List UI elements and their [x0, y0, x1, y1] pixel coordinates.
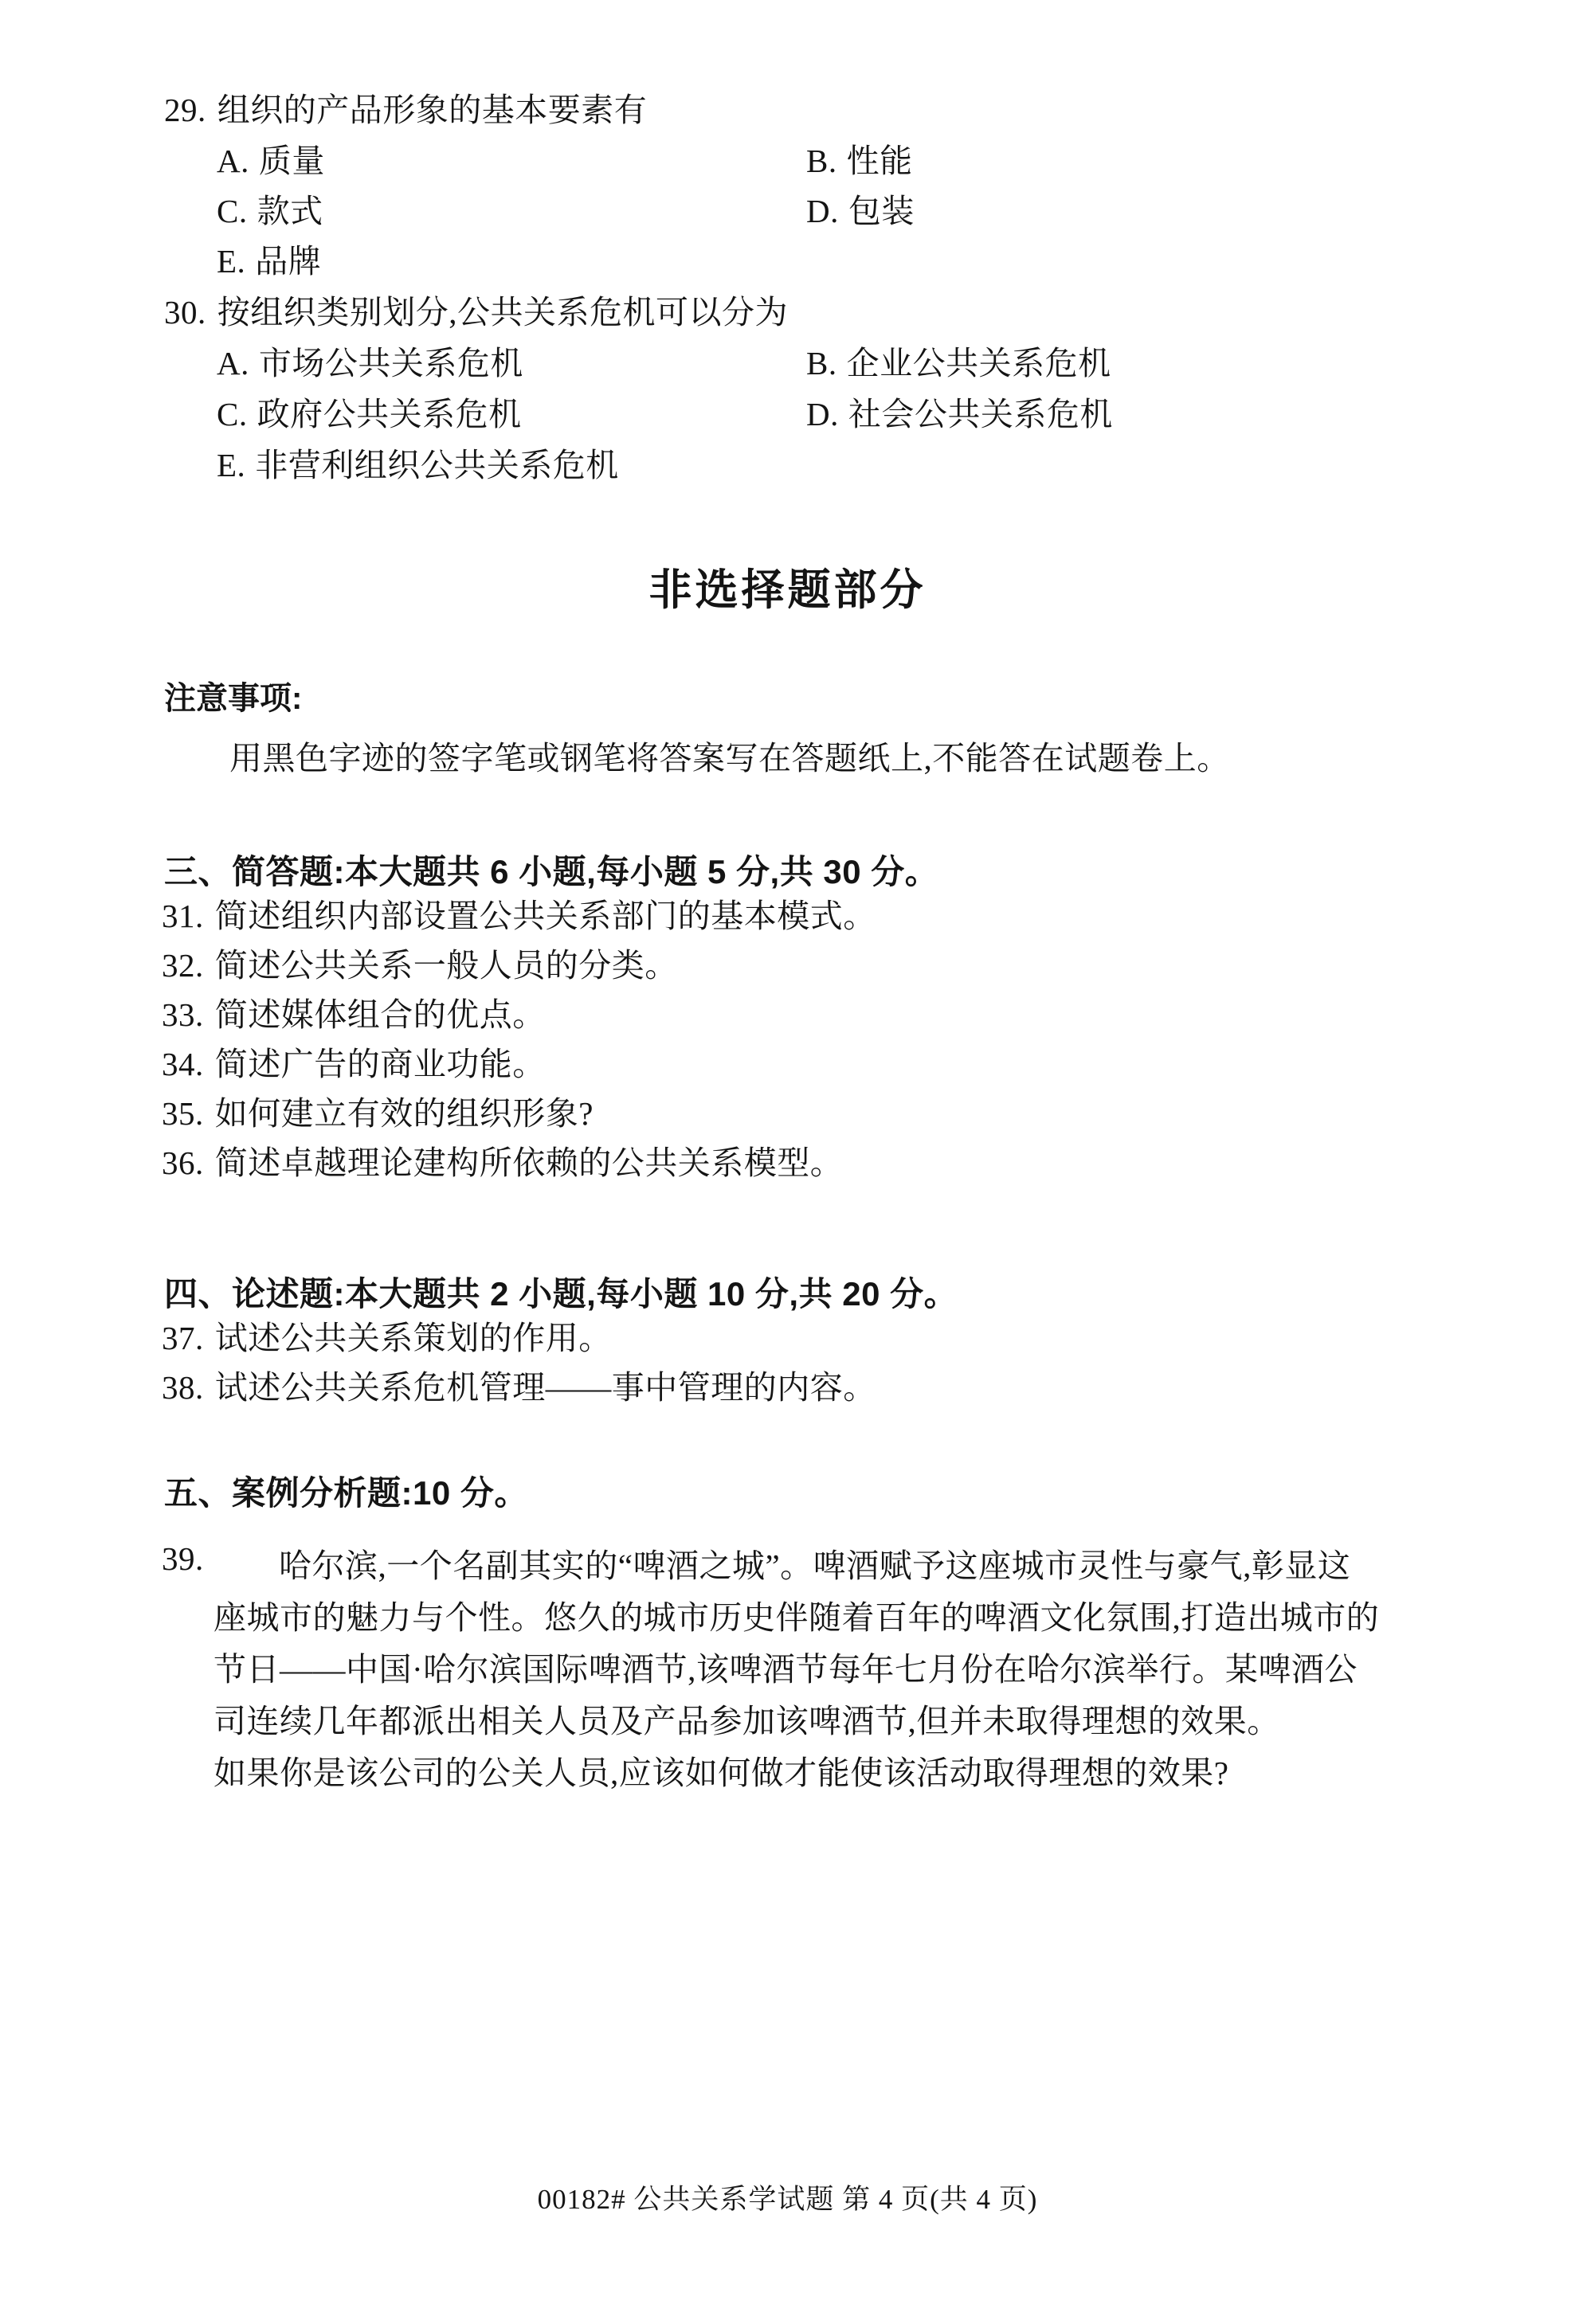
question-30-option-d	[806, 395, 1113, 434]
question-32-text: 简述公共关系一般人员的分类。	[214, 947, 678, 984]
question-33-text: 简述媒体组合的优点。	[214, 996, 546, 1033]
question-32-number: 32.	[162, 947, 204, 984]
question-38-text: 试述公共关系危机管理——事中管理的内容。	[214, 1369, 876, 1406]
question-29-option-c	[217, 192, 323, 231]
question-39-line-1: 哈尔滨,一个名副其实的“啤酒之城”。啤酒赋予这座城市灵性与豪气,彰显这	[279, 1547, 1351, 1584]
question-33-number: 33.	[162, 996, 204, 1033]
option-a-text: 市场公共关系危机	[258, 345, 523, 381]
notice-body: 用黑色字迹的签字笔或钢笔将答案写在答题纸上,不能答在试题卷上。	[229, 740, 1230, 777]
question-38	[162, 1368, 876, 1407]
question-29-stem	[164, 91, 647, 130]
question-30-option-c	[217, 395, 522, 434]
question-32	[162, 946, 678, 985]
section-3-heading: 三、简答题:本大题共 6 小题,每小题 5 分,共 30 分。	[164, 853, 939, 890]
question-30-text: 按组织类别划分,公共关系危机可以分为	[217, 294, 788, 331]
question-29-option-b	[806, 142, 913, 181]
question-29-option-e	[217, 242, 321, 281]
question-34-text: 简述广告的商业功能。	[214, 1046, 546, 1082]
option-b-label: B.	[806, 345, 837, 381]
question-39-number: 39.	[162, 1540, 204, 1577]
option-a-text: 质量	[258, 143, 325, 179]
option-a-label: A.	[217, 345, 249, 381]
question-29-number: 29.	[164, 92, 206, 128]
question-35-text: 如何建立有效的组织形象?	[214, 1095, 594, 1132]
part-heading: 非选择题部分	[648, 566, 927, 614]
option-c-text: 款式	[257, 193, 323, 229]
question-36	[162, 1144, 843, 1183]
option-d-label: D.	[806, 396, 839, 432]
section-5-heading: 五、案例分析题:10 分。	[164, 1474, 528, 1512]
question-34	[162, 1045, 546, 1084]
question-39-line-3: 节日——中国·哈尔滨国际啤酒节,该啤酒节每年七月份在哈尔滨举行。某啤酒公	[214, 1651, 1358, 1688]
option-d-label: D.	[806, 193, 839, 229]
option-c-text: 政府公共关系危机	[257, 396, 522, 432]
option-d-text: 社会公共关系危机	[848, 396, 1113, 432]
question-37	[162, 1319, 612, 1358]
question-30-option-a	[217, 344, 523, 383]
question-31-number: 31.	[162, 898, 204, 934]
question-39-line-4: 司连续几年都派出相关人员及产品参加该啤酒节,但并未取得理想的效果。	[214, 1703, 1280, 1739]
option-b-text: 性能	[846, 143, 913, 179]
option-b-text: 企业公共关系危机	[846, 345, 1111, 381]
option-b-label: B.	[806, 143, 837, 179]
option-e-text: 非营利组织公共关系危机	[255, 447, 619, 483]
option-d-text: 包装	[848, 193, 915, 229]
option-c-label: C.	[217, 396, 248, 432]
question-37-text: 试述公共关系策划的作用。	[214, 1320, 612, 1356]
question-29-option-d	[806, 192, 915, 231]
notice-title: 注意事项:	[164, 681, 303, 716]
question-30-number: 30.	[164, 294, 206, 331]
option-e-label: E.	[217, 447, 246, 483]
question-30-option-b	[806, 344, 1111, 383]
question-31	[162, 897, 876, 936]
question-39-line-2: 座城市的魅力与个性。悠久的城市历史伴随着百年的啤酒文化氛围,打造出城市的	[214, 1599, 1380, 1636]
question-29-option-a	[217, 142, 325, 181]
option-e-label: E.	[217, 243, 246, 280]
question-35-number: 35.	[162, 1095, 204, 1132]
question-34-number: 34.	[162, 1046, 204, 1082]
question-35	[162, 1094, 594, 1133]
question-37-number: 37.	[162, 1320, 204, 1356]
question-31-text: 简述组织内部设置公共关系部门的基本模式。	[214, 898, 876, 934]
question-30-stem	[164, 293, 788, 332]
question-30-option-e	[217, 446, 619, 485]
option-e-text: 品牌	[255, 243, 322, 280]
question-29-text: 组织的产品形象的基本要素有	[217, 92, 648, 128]
option-a-label: A.	[217, 143, 249, 179]
question-38-number: 38.	[162, 1369, 204, 1406]
question-36-number: 36.	[162, 1144, 204, 1181]
question-33	[162, 996, 546, 1035]
section-4-heading: 四、论述题:本大题共 2 小题,每小题 10 分,共 20 分。	[164, 1275, 958, 1313]
question-36-text: 简述卓越理论建构所依赖的公共关系模型。	[214, 1144, 844, 1181]
question-39-line-5: 如果你是该公司的公关人员,应该如何做才能使该活动取得理想的效果?	[214, 1755, 1229, 1791]
page-footer: 00182# 公共关系学试题 第 4 页(共 4 页)	[537, 2184, 1038, 2215]
option-c-label: C.	[217, 193, 248, 229]
